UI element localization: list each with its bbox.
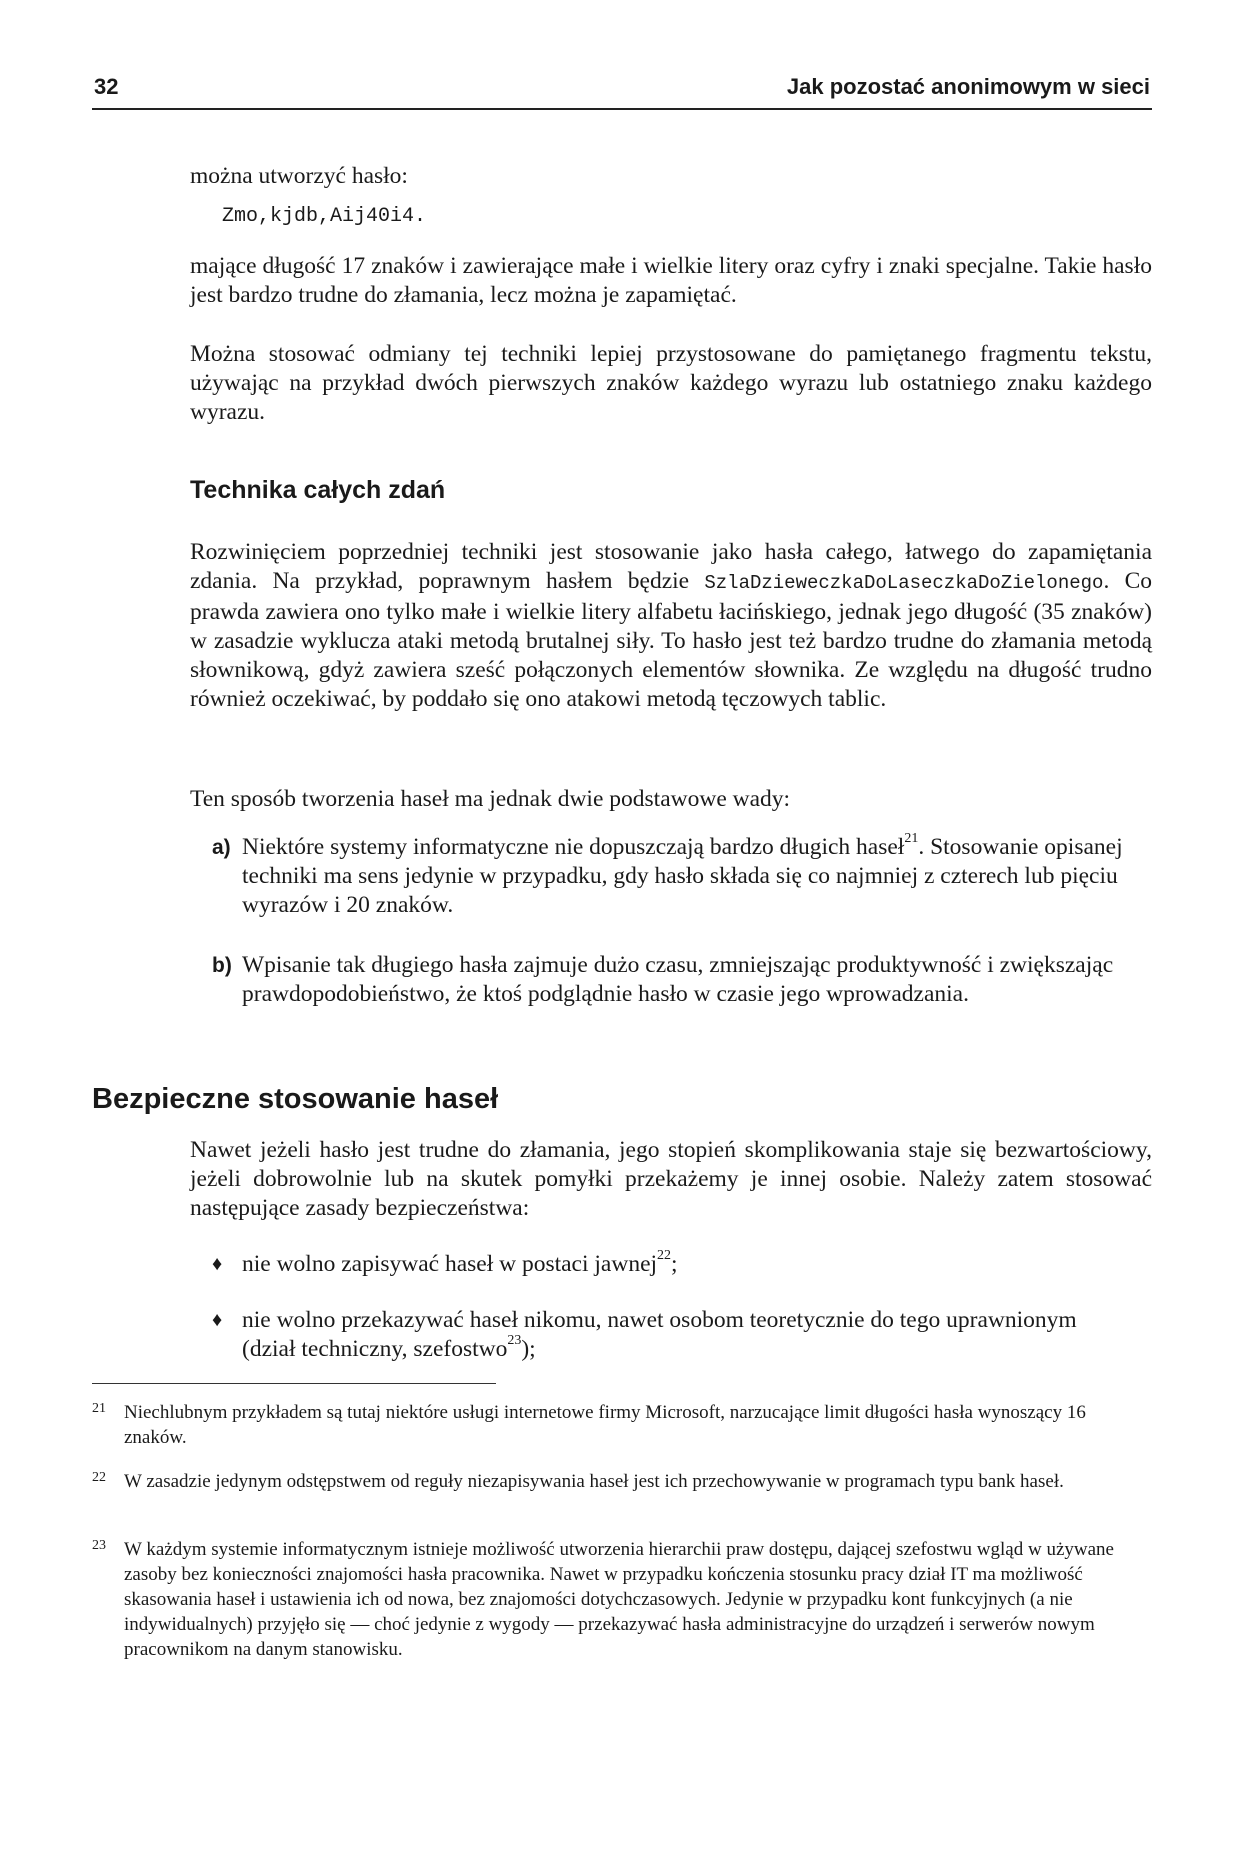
list-marker: a) [212,836,231,859]
footnote-ref: 23 [507,1333,522,1349]
bullet-item-1 [212,1250,1132,1279]
footnote-21 [92,1400,1152,1450]
list-item-a [212,833,1132,920]
footnote-text: W zasadzie jedynym odstępstwem od reguły niezapisywania haseł jest ich przechowywanie w programach typu bank haseł. [124,1471,1064,1492]
footnote-number: 23 [92,1538,106,1553]
footnote-22 [92,1469,1152,1494]
footnote-text: Niechlubnym przykładem są tutaj niektóre usługi internetowe firmy Microsoft, narzucające limit długości hasła wynoszący 16 znaków. [124,1402,1086,1448]
diamond-bullet-icon: ♦ [212,1309,223,1331]
page-number: 32 [94,74,119,99]
bullet-text [242,1250,1132,1279]
bullet-text-part: nie wolno zapisywać haseł w postaci jawnej [242,1251,658,1277]
drawbacks-intro: Ten sposób tworzenia haseł ma jednak dwie podstawowe wady: [190,786,791,812]
footnote-23 [92,1537,1152,1662]
footnote-ref: 22 [657,1248,672,1264]
footnote-divider [92,1383,496,1384]
section-heading-whole-sentences: Technika całych zdań [190,476,446,504]
intro-paragraph-1: mające długość 17 znaków i zawierające małe i wielkie litery oraz cyfry i znaki specjalne. Takie hasło jest bardzo trudne do złamania, lecz można je zapamiętać. [190,253,1152,308]
sentence-password: SzlaDzieweczkaDoLaseczkaDoZielonego [704,572,1104,594]
example-password: Zmo,kjdb,Aij40i4. [222,205,427,228]
paragraph-text: . Co prawda zawiera ono tylko małe i wielkie litery alfabetu łacińskiego, jednak jego długość (35 znaków) w zasadzie wyklucza ataki metodą brutalnej siły. To hasło jest też bardzo trudne do złamania metodą słownikową, gdyż zawiera sześć połączonych elementów słownika. Ze względu na długość trudno również oczekiwać, by poddało się ono atakowi metodą tęczowych tablic. [190,568,1152,712]
footnote-number: 21 [92,1401,106,1416]
bullet-text-part: ); [521,1336,536,1362]
safe-passwords-paragraph: Nawet jeżeli hasło jest trudne do złamania, jego stopień skomplikowania staje się bezwartościowy, jeżeli dobrowolnie lub na skutek pomyłki przekażemy je innej osobie. Należy zatem stosować następujące zasady bezpieczeństwa: [190,1137,1152,1221]
diamond-bullet-icon: ♦ [212,1253,223,1275]
bullet-text-part: ; [671,1251,678,1277]
section-heading-safe-passwords: Bezpieczne stosowanie haseł [92,1083,499,1115]
intro-paragraph-2: Można stosować odmiany tej techniki lepiej przystosowane do pamiętanego fragmentu tekstu, używając na przykład dwóch pierwszych znaków każdego wyrazu lub ostatniego znaku każdego wyrazu. [190,341,1152,425]
footnote-number: 22 [92,1470,106,1485]
item-text-part: . Stosowanie opisanej techniki ma sens jedynie w przypadku, gdy hasło składa się co najmniej z czterech lub pięciu wyrazów i 20 znaków. [242,834,1123,918]
paragraph-text: Rozwinięciem poprzedniej techniki jest stosowanie jako hasła całego, łatwego do zapamiętania zdania. Na przykład, poprawnym hasłem będzie [190,539,1152,594]
list-item-text [242,833,1132,920]
bullet-item-2 [212,1306,1132,1364]
list-item-text: Wpisanie tak długiego hasła zajmuje dużo czasu, zmniejszając produktywność i zwiększając prawdopodobieństwo, że ktoś podglądnie hasło w czasie jego wprowadzania. [242,952,1114,1007]
list-marker: b) [212,954,232,977]
footnote-text: W każdym systemie informatycznym istnieje możliwość utworzenia hierarchii praw dostępu, dającej szefostwu wgląd w używane zasoby bez konieczności znajomości hasła pracownika. Nawet w przypadku kończenia stosunku pracy dział IT ma możliwość skasowania haseł i ustawienia ich od nowa, bez znajomości dotychczasowych. Jedynie w przypadku kont funkcyjnych (a nie indywidualnych) przyjęło się — choć jedynie z wygody — przekazywać hasła administracyjne do urządzeń i serwerów nowym pracownikom na danym stanowisku. [124,1539,1114,1660]
item-text-part: Niektóre systemy informatyczne nie dopuszczają bardzo długich haseł [242,834,905,860]
running-title: Jak pozostać anonimowym w sieci [786,74,1150,99]
bullet-text [242,1306,1132,1364]
intro-line: można utworzyć hasło: [190,163,408,189]
list-item-b [212,951,1132,1009]
page-header [92,74,1152,110]
bullet-text-part: nie wolno przekazywać haseł nikomu, nawet osobom teoretycznie do tego uprawnionym (dział techniczny, szefostwo [242,1307,1077,1362]
whole-sentences-paragraph [190,538,1152,714]
footnote-ref: 21 [904,831,919,847]
